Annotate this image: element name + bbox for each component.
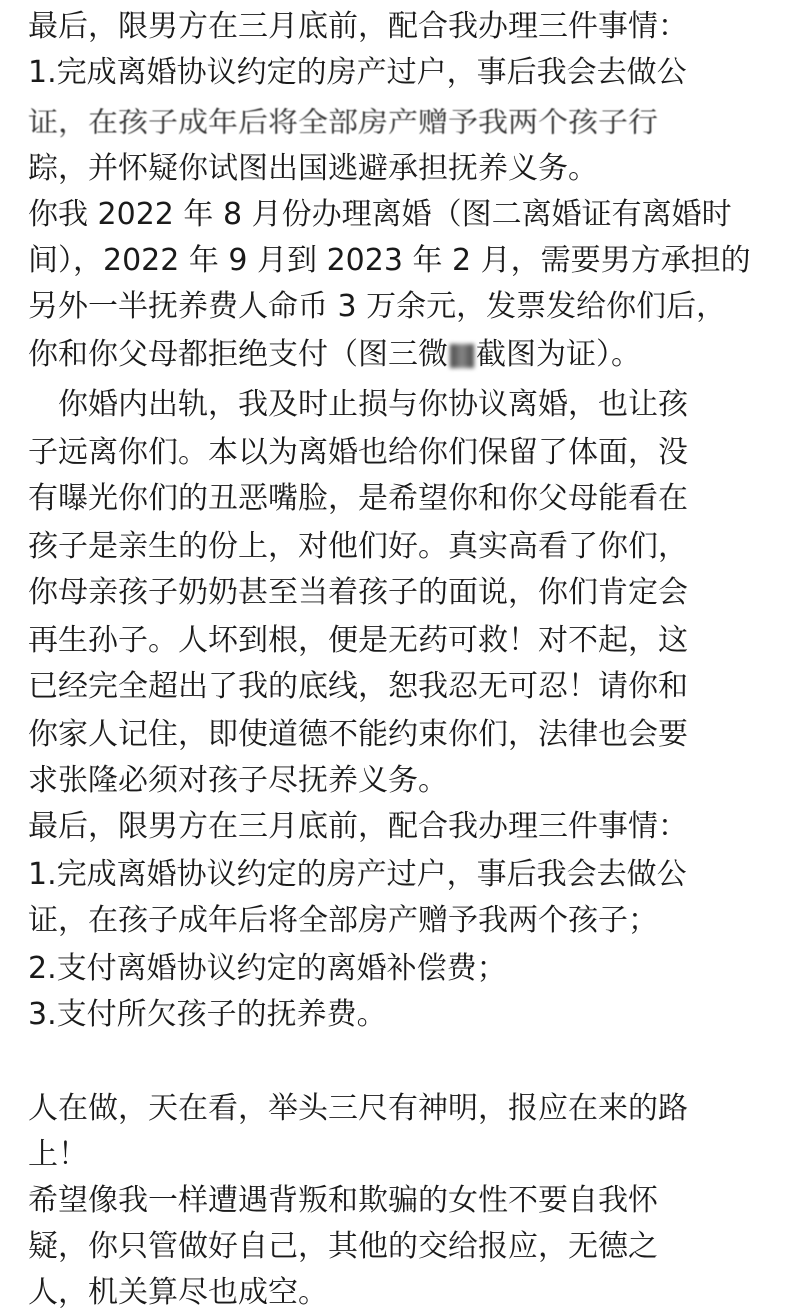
text-line: 求张隆必须对孩子尽抚养义务。 bbox=[28, 763, 448, 798]
text-line: 3.支付所欠孩子的抚养费。 bbox=[28, 997, 387, 1032]
text-line: 希望像我一样遭遇背叛和欺骗的女性不要自我怀 bbox=[28, 1183, 658, 1218]
text-line: 你婚内出轨，我及时止损与你协议离婚，也让孩 bbox=[28, 387, 688, 422]
text-segment: 截图为证）。 bbox=[476, 337, 641, 372]
text-line: 你我 2022 年 8 月份办理离婚（图二离婚证有离婚时 bbox=[28, 197, 732, 232]
text-line: 人，机关算尽也成空。 bbox=[28, 1275, 328, 1310]
text-line: 1.完成离婚协议约定的房产过户，事后我会去做公 bbox=[28, 857, 687, 892]
text-line: 上！ bbox=[28, 1137, 88, 1172]
text-line: 2.支付离婚协议约定的离婚补偿费； bbox=[28, 951, 507, 986]
text-line bbox=[28, 332, 641, 378]
text-line: 最后，限男方在三月底前，配合我办理三件事情： bbox=[28, 9, 688, 44]
text-line: 最后，限男方在三月底前，配合我办理三件事情： bbox=[28, 809, 688, 844]
text-line: 有曝光你们的丑恶嘴脸，是希望你和你父母能看在 bbox=[28, 481, 688, 516]
text-segment: 你和你父母都拒绝支付（图三微 bbox=[28, 337, 448, 372]
text-line: 人在做，天在看，举头三尺有神明，报应在来的路 bbox=[28, 1091, 688, 1126]
text-line: 踪，并怀疑你试图出国逃避承担抚养义务。 bbox=[28, 151, 598, 186]
text-line: 证，在孩子成年后将全部房产赠予我两个孩子行 bbox=[28, 106, 658, 139]
text-line: 孩子是亲生的份上，对他们好。真实高看了你们， bbox=[28, 529, 688, 564]
text-line: 已经完全超出了我的底线，恕我忍无可忍！请你和 bbox=[28, 669, 688, 704]
text-line: 1.完成离婚协议约定的房产过户，事后我会去做公 bbox=[28, 55, 687, 90]
text-line: 你家人记住，即使道德不能约束你们，法律也会要 bbox=[28, 717, 688, 752]
text-line: 证，在孩子成年后将全部房产赠予我两个孩子； bbox=[28, 903, 658, 938]
text-line: 疑，你只管做好自己，其他的交给报应，无德之 bbox=[28, 1229, 658, 1264]
redaction-blur bbox=[450, 344, 474, 368]
text-line: 间），2022 年 9 月到 2023 年 2 月，需要男方承担的 bbox=[28, 243, 751, 278]
text-line: 你母亲孩子奶奶甚至当着孩子的面说，你们肯定会 bbox=[28, 575, 688, 610]
text-line: 子远离你们。本以为离婚也给你们保留了体面，没 bbox=[28, 435, 688, 470]
text-line: 再生孙子。人坏到根，便是无药可救！对不起，这 bbox=[28, 623, 688, 658]
text-line: 另外一半抚养费人命币 3 万余元，发票发给你们后， bbox=[28, 289, 727, 324]
